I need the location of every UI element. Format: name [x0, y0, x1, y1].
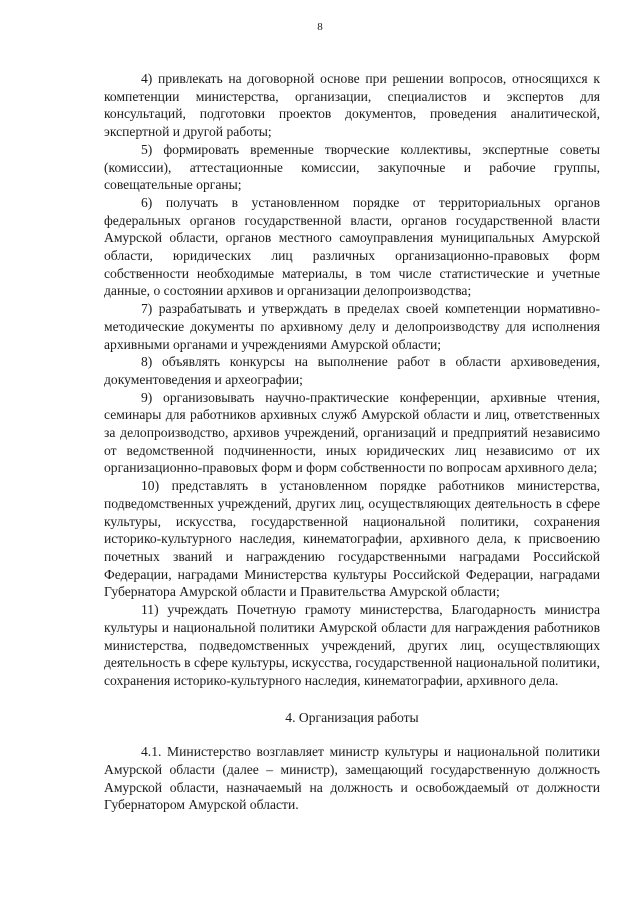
- list-item-6: 6) получать в установленном порядке от территориальных органов федеральных органов государственной власти, органов государственной власти Амурской области, органов местного самоуправления муниципальных Амурской области, юридических лиц различных организационно-правовых форм собственности необходимые материалы, в том числе статистические и учетные данные, о состоянии архивов и организации делопроизводства;: [104, 194, 600, 299]
- list-item-8: 8) объявлять конкурсы на выполнение работ в области архивоведения, документоведения и археографии;: [104, 354, 600, 387]
- list-item-10: 10) представлять в установленном порядке работников министерства, подведомственных учреждений, других лиц, осуществляющих деятельность в сфере культуры, искусства, государственной национальной политики, сохранения историко-культурного наследия, кинематографии, архивного дела, к присвоению почетных званий и награждению государственными наградами Российской Федерации, наградами Министерства культуры Российской Федерации, наградами Губернатора Амурской области и Правительства Амурской области;: [104, 478, 600, 600]
- list-item-9: 9) организовывать научно-практические конференции, архивные чтения, семинары для работников архивных служб Амурской области и лиц, ответственных за делопроизводство, архивов учреждений, организаций и предприятий независимо от ведомственной подчиненности, иных юридических лиц независимо от их организационно-правовых форм и форм собственности по вопросам архивного дела;: [104, 389, 600, 476]
- page-number: 8: [317, 21, 323, 33]
- list-item-4: 4) привлекать на договорной основе при решении вопросов, относящихся к компетенции министерства, организации, специалистов и экспертов для консультаций, подготовки проектов документов, проведения аналитической, экспертной и другой работы;: [104, 71, 600, 140]
- list-item-11: 11) учреждать Почетную грамоту министерства, Благодарность министра культуры и национальной политики Амурской области для награждения работников министерства, подведомственных учреждений, других лиц, осуществляющих деятельность в сфере культуры, искусства, государственной национальной политики, сохранения историко-культурного наследия, кинематографии, архивного дела.: [104, 602, 600, 688]
- section-paragraph-4-1: 4.1. Министерство возглавляет министр культуры и национальной политики Амурской области (далее – министр), замещающий государственную должность Амурской области, назначаемый на должность и освобождаемый от должности Губернатором Амурской области.: [104, 744, 600, 813]
- list-item-5: 5) формировать временные творческие коллективы, экспертные советы (комиссии), аттестационные комиссии, закупочные и рабочие группы, совещательные органы;: [104, 141, 600, 193]
- section-heading: 4. Организация работы: [285, 709, 419, 725]
- document-body: [104, 70, 600, 814]
- list-item-7: 7) разрабатывать и утверждать в пределах своей компетенции нормативно-методические документы по архивному делу и делопроизводству для исполнения архивными органами и учреждениями Амурской области;: [104, 301, 600, 352]
